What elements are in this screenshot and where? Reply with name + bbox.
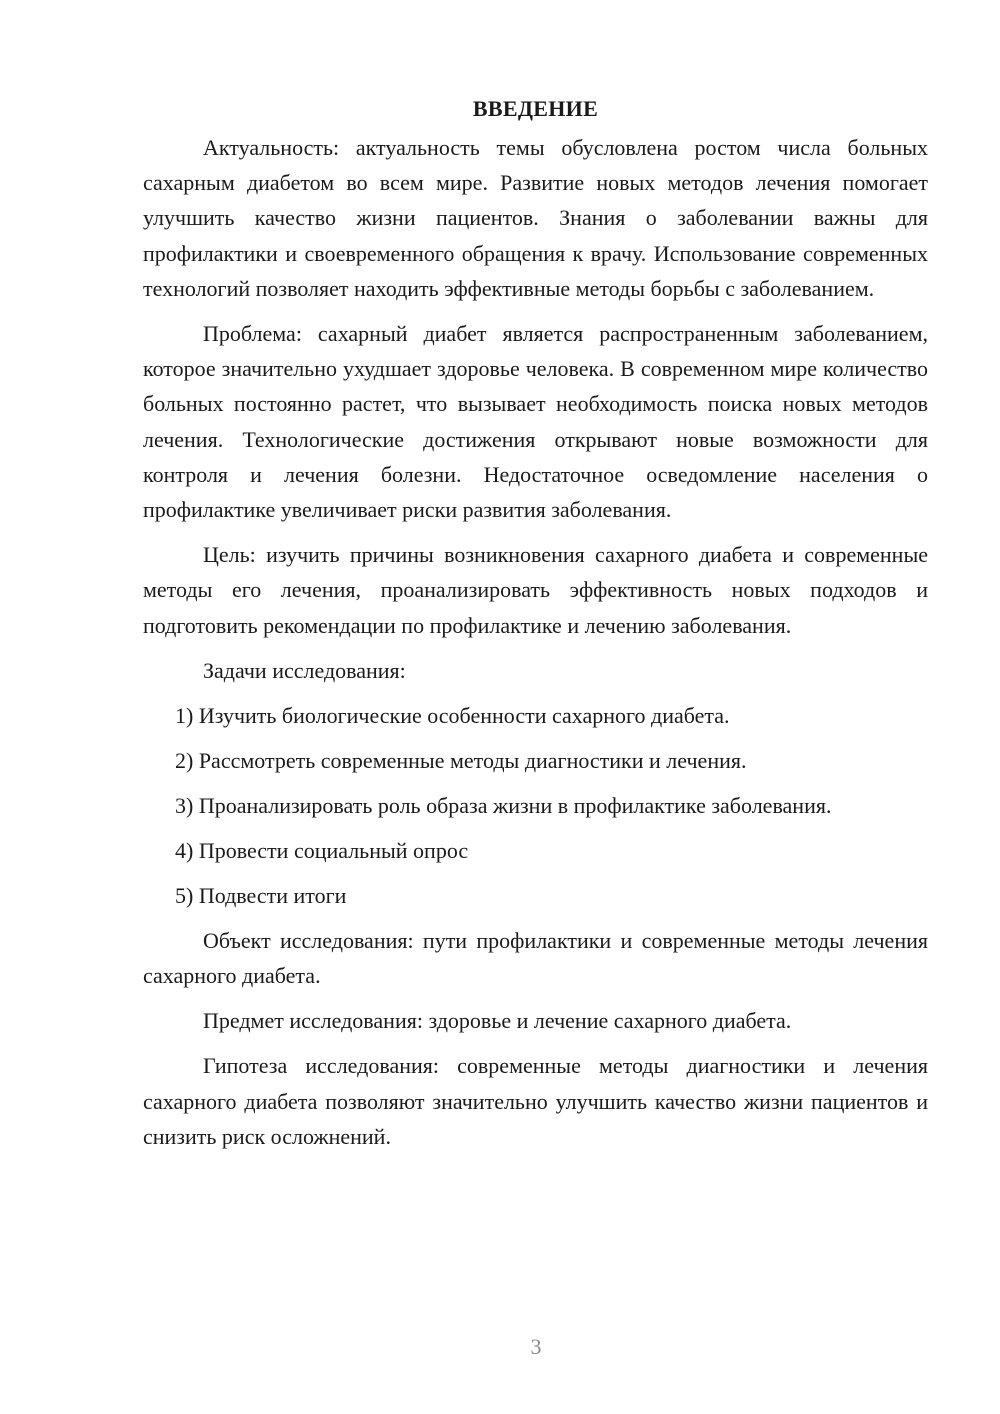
page-number: 3 [530,1334,542,1359]
tasks-list [143,698,928,913]
problem-paragraph: Проблема: сахарный диабет является распространенным заболеванием, которое значительно ухудшает здоровье человека. В современном мире количество больных постоянно растет, что вызывает необходимость поиска новых методов лечения. Технологические достижения открывают новые возможности для контроля и лечения болезни. Недостаточное осведомление населения о профилактике увеличивает риски развития заболевания. [143,321,928,523]
task-item-3: 3) Проанализировать роль образа жизни в профилактике заболевания. [175,792,832,818]
task-item-5: 5) Подвести итоги [175,882,347,908]
page-title: ВВЕДЕНИЕ [472,96,599,121]
relevance-paragraph: Актуальность: актуальность темы обусловлена ростом числа больных сахарным диабетом во всем мире. Развитие новых методов лечения помогает улучшить качество жизни пациентов. Знания о заболевании важны для профилактики и своевременного обращения к врачу. Использование современных технологий позволяет находить эффективные методы борьбы с заболеванием. [143,135,928,301]
subject-paragraph: Предмет исследования: здоровье и лечение сахарного диабета. [203,1008,792,1034]
tasks-heading: Задачи исследования: [203,657,406,683]
task-item-4: 4) Провести социальный опрос [175,837,469,863]
document-page [143,92,928,1164]
goal-paragraph: Цель: изучить причины возникновения сахарного диабета и современные методы его лечения, проанализировать эффективность новых подходов и подготовить рекомендации по профилактике и лечению заболевания. [143,542,928,638]
task-item-1: 1) Изучить биологические особенности сахарного диабета. [175,702,730,728]
task-item-2: 2) Рассмотреть современные методы диагностики и лечения. [175,747,747,773]
object-paragraph: Объект исследования: пути профилактики и современные методы лечения сахарного диабета. [143,927,928,989]
hypothesis-paragraph: Гипотеза исследования: современные методы диагностики и лечения сахарного диабета позволяют значительно улучшить качество жизни пациентов и снизить риск осложнений. [143,1053,928,1149]
